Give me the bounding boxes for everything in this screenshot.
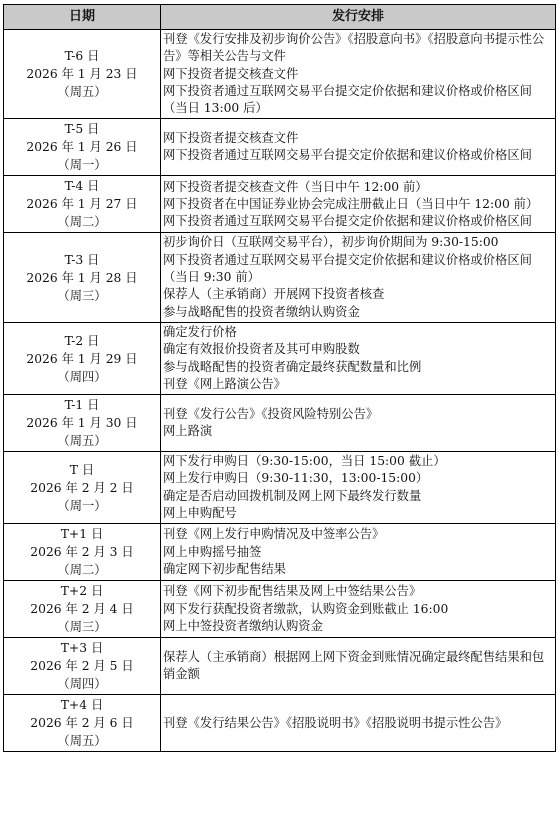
task-item: 刊登《网上路演公告》 (163, 376, 286, 391)
date-day: T+2 日 (60, 584, 104, 599)
task-item: 网下投资者通过互联网交易平台提交定价依据和建议价格或价格区间（当日 13:00 后） (163, 83, 532, 116)
schedule-row (4, 524, 556, 581)
task-item: 网上中签投资者缴纳认购资金 (163, 618, 323, 633)
date-column-header: 日期 (4, 5, 161, 30)
tasks-cell (161, 695, 556, 752)
task-item: 确定发行价格 (163, 324, 237, 339)
task-item: 保荐人（主承销商）根据网上网下资金到账情况确定最终配售结果和包销金额 (163, 650, 545, 682)
date-cell (4, 452, 161, 524)
date-day: T-6 日 (64, 49, 100, 64)
schedule-body (4, 30, 556, 752)
date-weekday: （周三） (57, 620, 107, 635)
task-item: 网下发行申购日（9:30-15:00，当日 15:00 截止） (163, 454, 446, 469)
date-cell (4, 176, 161, 233)
schedule-row (4, 395, 556, 452)
task-item: 刊登《网上发行申购情况及中签率公告》 (163, 527, 385, 542)
date-date: 2026 年 1 月 30 日 (26, 416, 138, 431)
date-date: 2026 年 2 月 5 日 (30, 659, 134, 674)
date-weekday: （周五） (57, 434, 107, 449)
date-weekday: （周四） (57, 677, 107, 692)
task-item: 网下投资者通过互联网交易平台提交定价依据和建议价格或价格区间 (163, 148, 532, 163)
date-day: T+4 日 (60, 698, 104, 713)
task-item: 参与战略配售的投资者确定最终获配数量和比例 (163, 359, 422, 374)
schedule-row (4, 695, 556, 752)
date-day: T+1 日 (60, 527, 104, 542)
schedule-row (4, 233, 556, 322)
task-item: 刊登《发行结果公告》《招股说明书》《招股说明书提示性公告》 (163, 715, 508, 730)
task-item: 网下投资者通过互联网交易平台提交定价依据和建议价格或价格区间（当日 9:30 前） (163, 252, 532, 285)
date-day: T-1 日 (64, 398, 100, 413)
date-cell (4, 524, 161, 581)
date-weekday: （周三） (57, 288, 107, 303)
date-day: T+3 日 (60, 641, 104, 656)
date-date: 2026 年 2 月 4 日 (30, 602, 134, 617)
tasks-cell (161, 638, 556, 695)
schedule-row (4, 638, 556, 695)
task-item: 确定是否启动回拨机制及网上网下最终发行数量 (163, 488, 422, 503)
schedule-row (4, 322, 556, 394)
task-item: 参与战略配售的投资者缴纳认购资金 (163, 304, 360, 319)
tasks-cell (161, 322, 556, 394)
date-weekday: （周一） (57, 498, 107, 513)
task-item: 刊登《网下初步配售结果及网上中签结果公告》 (163, 584, 422, 599)
task-item: 网上路演 (163, 424, 213, 439)
date-date: 2026 年 1 月 26 日 (26, 140, 138, 155)
task-item: 刊登《发行公告》《投资风险特别公告》 (163, 406, 379, 421)
schedule-row (4, 452, 556, 524)
date-day: T-3 日 (64, 252, 100, 267)
header-row (4, 5, 556, 30)
schedule-container (3, 4, 555, 752)
date-day: T 日 (69, 462, 95, 477)
task-item: 网上发行申购日（9:30-11:30，13:00-15:00） (163, 471, 429, 486)
tasks-cell (161, 30, 556, 119)
task-item: 确定有效报价投资者及其可申购股数 (163, 342, 360, 357)
task-item: 网下投资者提交核查文件（当日中午 12:00 前） (163, 179, 428, 194)
date-weekday: （周四） (57, 369, 107, 384)
date-weekday: （周一） (57, 158, 107, 173)
date-cell (4, 638, 161, 695)
date-date: 2026 年 1 月 23 日 (26, 67, 138, 82)
task-item: 确定网下初步配售结果 (163, 561, 286, 576)
task-item: 网上申购配号 (163, 506, 237, 521)
date-cell (4, 119, 161, 176)
date-day: T-2 日 (64, 333, 100, 348)
date-cell (4, 695, 161, 752)
task-item: 网下投资者通过互联网交易平台提交定价依据和建议价格或价格区间 (163, 214, 532, 229)
task-item: 保荐人（主承销商）开展网下投资者核查 (163, 287, 385, 302)
schedule-row (4, 119, 556, 176)
tasks-cell (161, 452, 556, 524)
task-item: 刊登《发行安排及初步询价公告》《招股意向书》《招股意向书提示性公告》等相关公告与文件 (163, 32, 545, 64)
tasks-cell (161, 395, 556, 452)
date-cell (4, 395, 161, 452)
date-date: 2026 年 1 月 28 日 (26, 270, 138, 285)
date-weekday: （周五） (57, 85, 107, 100)
task-item: 网上申购摇号抽签 (163, 544, 262, 559)
issuance-schedule-table (3, 4, 556, 752)
schedule-row (4, 30, 556, 119)
date-cell (4, 581, 161, 638)
schedule-column-header: 发行安排 (161, 5, 556, 30)
task-item: 初步询价日（互联网交易平台），初步询价期间为 9:30-15:00 (163, 235, 499, 250)
task-item: 网下投资者提交核查文件 (163, 131, 299, 146)
date-cell (4, 322, 161, 394)
task-item: 网下发行获配投资者缴款，认购资金到账截止 16:00 (163, 601, 449, 616)
task-item: 网下投资者在中国证券业协会完成注册截止日（当日中午 12:00 前） (163, 196, 539, 211)
date-day: T-4 日 (64, 179, 100, 194)
date-date: 2026 年 2 月 6 日 (30, 716, 134, 731)
date-date: 2026 年 2 月 3 日 (30, 545, 134, 560)
date-day: T-5 日 (64, 122, 100, 137)
date-weekday: （周五） (57, 734, 107, 749)
date-weekday: （周二） (57, 563, 107, 578)
tasks-cell (161, 119, 556, 176)
date-weekday: （周二） (57, 215, 107, 230)
date-date: 2026 年 2 月 2 日 (30, 480, 134, 495)
date-date: 2026 年 1 月 29 日 (26, 351, 138, 366)
tasks-cell (161, 233, 556, 322)
tasks-cell (161, 524, 556, 581)
tasks-cell (161, 581, 556, 638)
schedule-row (4, 176, 556, 233)
tasks-cell (161, 176, 556, 233)
date-cell (4, 30, 161, 119)
task-item: 网下投资者提交核查文件 (163, 66, 299, 81)
date-date: 2026 年 1 月 27 日 (26, 197, 138, 212)
schedule-row (4, 581, 556, 638)
date-cell (4, 233, 161, 322)
